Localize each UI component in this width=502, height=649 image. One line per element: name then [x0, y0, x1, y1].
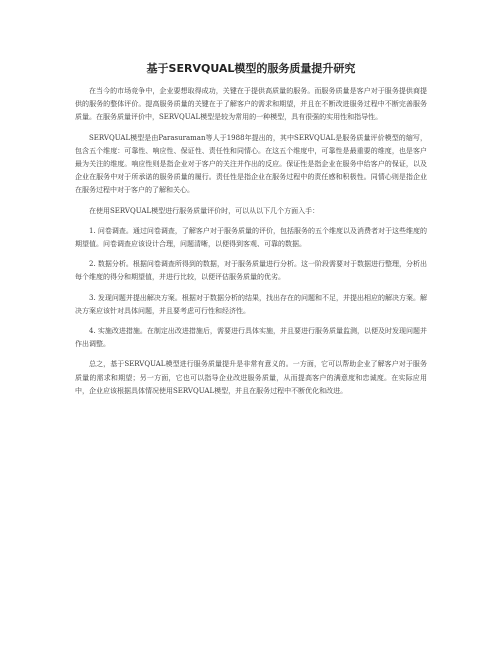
- paragraph-conclusion: 总之，基于SERVQUAL模型进行服务质量提升是非常有意义的。一方面，它可以帮助企业了解客户对于服务质量的需求和期望；另一方面，它也可以指导企业改进服务质量，从而提高客户的满意度和忠诚度。在实际应用中，企业应该根据具体情况使用SERVQUAL模型，并且在服务过程中不断优化和改进。: [75, 360, 427, 395]
- document-body: [75, 85, 427, 405]
- paragraph-step-survey: 1. 问卷调查。通过问卷调查，了解客户对于服务质量的评价，包括服务的五个维度以及消费者对于这些维度的期望值。问卷调查应该设计合理，问题清晰，以便得到客观、可靠的数据。: [75, 226, 427, 249]
- paragraph-step-solutions: 3. 发现问题并提出解决方案。根据对于数据分析的结果，找出存在的问题和不足，并提出相应的解决方案。解决方案应该针对具体问题，并且要考虑可行性和经济性。: [75, 293, 427, 315]
- paragraph-step-analysis: 2. 数据分析。根据问卷调查所得到的数据，对于服务质量进行分析。这一阶段需要对于数据进行整理，分析出每个维度的得分和期望值，并进行比较，以便评估服务质量的优劣。: [75, 260, 427, 282]
- paragraph-approach-intro: 在使用SERVQUAL模型进行服务质量评价时，可以从以下几个方面入手：: [89, 206, 320, 215]
- paragraph-intro: 在当今的市场竞争中，企业要想取得成功，关键在于提供高质量的服务。而服务质量是客户对于服务提供商提供的服务的整体评价。提高服务质量的关键在于了解客户的需求和期望，并且在不断改进服务过程中不断完善服务质量。在服务质量评价中，SERVQUAL模型是较为常用的一种模型，具有很强的实用性和指导性。: [75, 87, 427, 122]
- paragraph-model-definition: SERVQUAL模型是由Parasuraman等人于1988年提出的，其中SERVQUAL是服务质量评价模型的缩写，包含五个维度：可靠性、响应性、保证性、责任性和同情心。在这五个维度中，可靠性是最重要的维度，也是客户最为关注的维度。响应性则是指企业对于客户的关注并作出的反应。保证性是指企业在服务中给客户的保证，以及企业在服务中对于所承诺的服务质量的履行。责任性是指企业在服务过程中的责任感和积极性。同情心则是指企业在服务过程中对于客户的了解和关心。: [75, 133, 427, 195]
- paragraph-step-implementation: 4. 实施改进措施。在制定出改进措施后，需要进行具体实施，并且要进行服务质量监测，以便及时发现问题并作出调整。: [75, 327, 427, 349]
- document-title: 基于SERVQUAL模型的服务质量提升研究: [146, 62, 356, 75]
